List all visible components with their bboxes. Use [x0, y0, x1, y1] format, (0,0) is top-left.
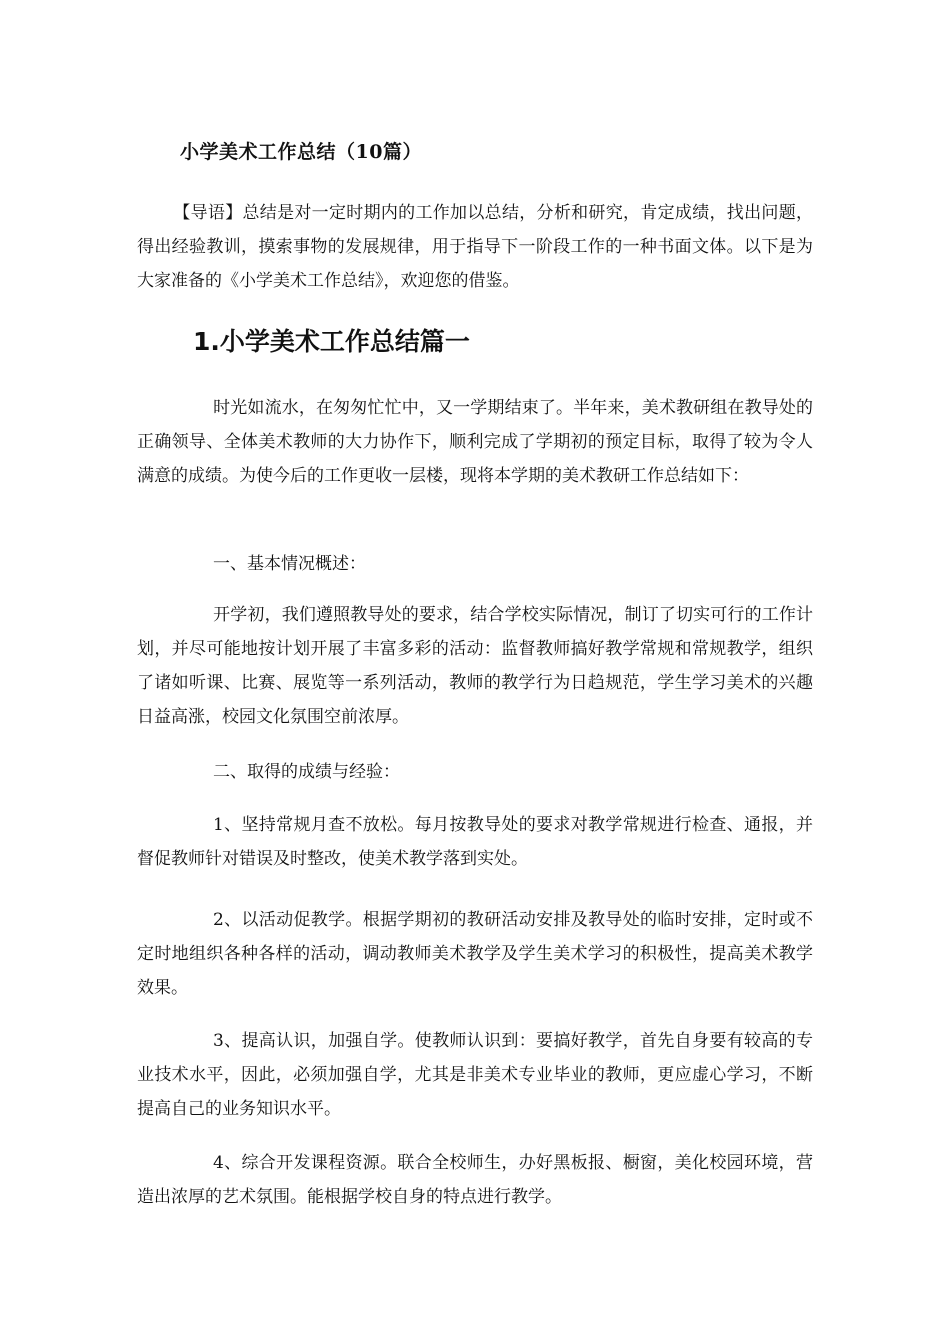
list-item-4	[137, 1146, 813, 1214]
list-item-2-text: 2、以活动促教学。根据学期初的教研活动安排及教导处的临时安排，定时或不定时地组织各种各样的活动，调动教师美术教学及学生美术学习的积极性，提高美术教学效果。	[137, 910, 813, 998]
sub-heading-achievements: 二、取得的成绩与经验：	[213, 762, 400, 782]
document-title: 小学美术工作总结（10篇）	[180, 141, 422, 163]
list-item-4-text: 4、综合开发课程资源。联合全校师生，办好黑板报、橱窗，美化校园环境，营造出浓厚的艺术氛围。能根据学校自身的特点进行教学。	[137, 1153, 813, 1207]
intro-text: 【导语】总结是对一定时期内的工作加以总结，分析和研究，肯定成绩，找出问题，得出经验教训，摸索事物的发展规律，用于指导下一阶段工作的一种书面文体。以下是为大家准备的《小学美术工作总结》，欢迎您的借鉴。	[137, 203, 813, 291]
sub-heading-basic-overview: 一、基本情况概述：	[213, 554, 366, 574]
body-paragraph-1	[137, 391, 813, 493]
intro-paragraph	[137, 196, 813, 298]
body-paragraph-2	[137, 598, 813, 734]
list-item-3	[137, 1024, 813, 1126]
body-paragraph-2-text: 开学初，我们遵照教导处的要求，结合学校实际情况，制订了切实可行的工作计划，并尽可能地按计划开展了丰富多彩的活动：监督教师搞好教学常规和常规教学，组织了诸如听课、比赛、展览等一系列活动，教师的教学行为日趋规范，学生学习美术的兴趣日益高涨，校园文化氛围空前浓厚。	[137, 605, 813, 727]
list-item-2	[137, 903, 813, 1005]
list-item-1-text: 1、坚持常规月查不放松。每月按教导处的要求对教学常规进行检查、通报，并督促教师针对错误及时整改，使美术教学落到实处。	[137, 815, 813, 869]
list-item-3-text: 3、提高认识，加强自学。使教师认识到：要搞好教学，首先自身要有较高的专业技术水平，因此，必须加强自学，尤其是非美术专业毕业的教师，更应虚心学习，不断提高自己的业务知识水平。	[137, 1031, 813, 1119]
section-heading: 1.小学美术工作总结篇一	[193, 327, 470, 356]
body-paragraph-1-text: 时光如流水，在匆匆忙忙中，又一学期结束了。半年来，美术教研组在教导处的正确领导、全体美术教师的大力协作下，顺利完成了学期初的预定目标，取得了较为令人满意的成绩。为使今后的工作更收一层楼，现将本学期的美术教研工作总结如下：	[137, 398, 813, 486]
list-item-1	[137, 808, 813, 876]
